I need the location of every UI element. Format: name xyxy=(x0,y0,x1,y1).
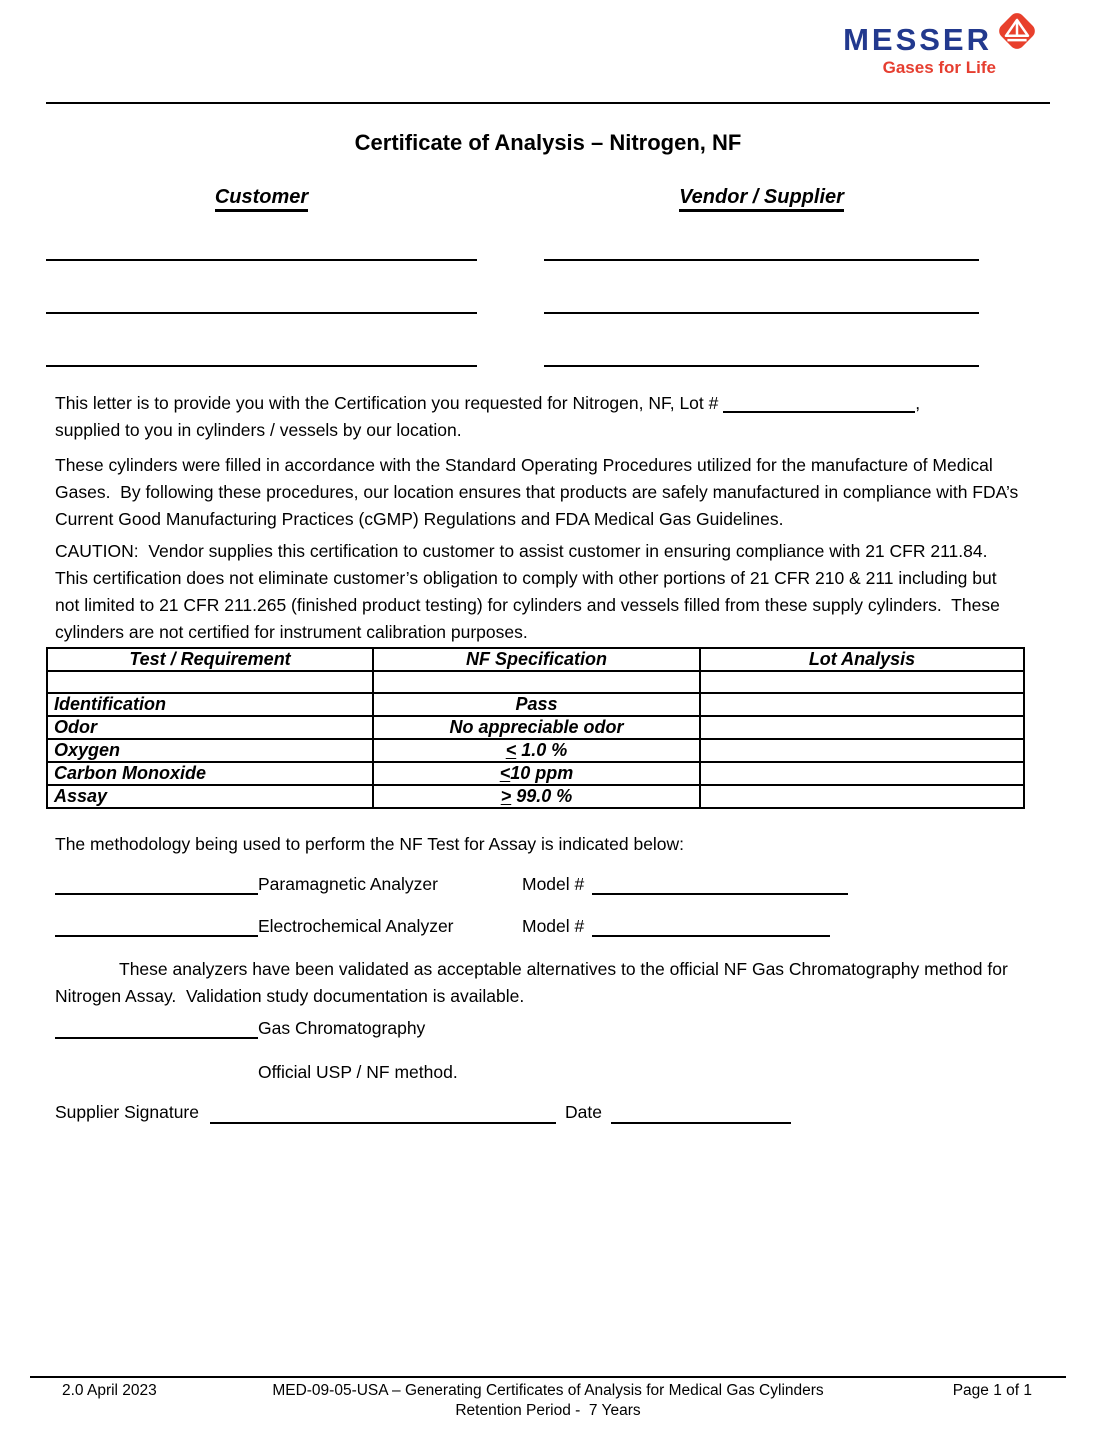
spec-operator: > xyxy=(500,786,512,806)
lot-analysis-cell xyxy=(700,693,1024,716)
sop-paragraph: These cylinders were filled in accordance with the Standard Operating Procedures utilized for the manufacture of Medical Gases. By following these procedures, our location ensures that products are safely manufactured in compliance with FDA’s Current Good Manufacturing Practices (cGMP) Regulations and FDA Medical Gas Guidelines. xyxy=(55,455,1019,529)
methodology-intro: The methodology being used to perform the NF Test for Assay is indicated below: xyxy=(55,834,685,854)
intro-comma: , xyxy=(915,393,921,413)
spec-cell xyxy=(373,716,700,739)
paramagnetic-checkbox-blank xyxy=(55,893,258,895)
spec-value: 1.0 % xyxy=(516,740,568,760)
messer-wordmark: MESSER xyxy=(843,22,992,57)
vendor-blank-line-2 xyxy=(544,312,979,314)
footer-document-info xyxy=(0,1381,1096,1421)
spec-cell xyxy=(373,739,700,762)
date-blank xyxy=(611,1122,791,1124)
test-cell: Identification xyxy=(47,693,373,716)
electrochemical-model-blank xyxy=(592,935,830,937)
table-row-carbon-monoxide xyxy=(47,762,1024,785)
electrochemical-model-label: Model # xyxy=(522,916,585,936)
messer-tagline: Gases for Life xyxy=(882,58,996,77)
paramagnetic-analyzer-label: Paramagnetic Analyzer xyxy=(258,874,438,894)
lot-analysis-cell xyxy=(700,716,1024,739)
spec-cell xyxy=(373,671,700,693)
supplier-signature-label: Supplier Signature xyxy=(55,1102,199,1122)
official-usp-nf-note: Official USP / NF method. xyxy=(258,1062,458,1082)
col-header-test-requirement: Test / Requirement xyxy=(47,648,373,671)
footer-doc-title: MED-09-05-USA – Generating Certificates of Analysis for Medical Gas Cylinders xyxy=(272,1382,824,1399)
lot-analysis-cell xyxy=(700,762,1024,785)
validation-note-paragraph: These analyzers have been validated as acceptable alternatives to the official NF Gas Chromatography method for Nitrogen Assay. Validation study documentation is available. xyxy=(55,959,1008,1006)
gas-chromatography-label: Gas Chromatography xyxy=(258,1018,426,1038)
spec-table xyxy=(46,647,1025,809)
test-cell: Oxygen xyxy=(47,739,373,762)
table-row-oxygen xyxy=(47,739,1024,762)
spec-value: 10 ppm xyxy=(510,763,574,783)
header-divider xyxy=(46,102,1050,104)
messer-emblem-icon xyxy=(994,8,1040,54)
table-row-spacer xyxy=(47,671,1024,693)
intro-paragraph xyxy=(55,390,1022,444)
messer-logo-row xyxy=(843,8,1040,55)
col-header-lot-analysis: Lot Analysis xyxy=(700,648,1024,671)
paramagnetic-model-blank xyxy=(592,893,848,895)
customer-blank-line-1 xyxy=(46,259,477,261)
table-row-assay xyxy=(47,785,1024,808)
supplier-signature-blank xyxy=(210,1122,556,1124)
customer-heading xyxy=(46,186,477,209)
spec-cell xyxy=(373,693,700,716)
customer-heading-label: Customer xyxy=(215,186,308,212)
customer-blank-line-2 xyxy=(46,312,477,314)
lot-number-blank xyxy=(723,397,915,413)
spec-operator: < xyxy=(499,763,511,783)
electrochemical-analyzer-label: Electrochemical Analyzer xyxy=(258,916,454,936)
lot-analysis-cell xyxy=(700,739,1024,762)
table-row-odor xyxy=(47,716,1024,739)
spec-cell xyxy=(373,762,700,785)
vendor-blank-line-3 xyxy=(544,365,979,367)
test-cell xyxy=(47,671,373,693)
vendor-supplier-heading-label: Vendor / Supplier xyxy=(679,186,844,212)
electrochemical-checkbox-blank xyxy=(55,935,258,937)
col-header-nf-specification: NF Specification xyxy=(373,648,700,671)
caution-paragraph: CAUTION: Vendor supplies this certification to customer to assist customer in ensuring compliance with 21 CFR 211.84. This certification does not eliminate customer’s obligation to comply with other portions of 21 CFR 210 & 211 including but not limited to 21 CFR 211.265 (finished product testing) for cylinders and vessels filled from these supply cylinders. These cylinders are not certified for instrument calibration purposes. xyxy=(55,541,1000,642)
date-label: Date xyxy=(565,1102,602,1122)
spec-operator: < xyxy=(505,740,517,760)
gas-chromatography-checkbox-blank xyxy=(55,1037,258,1039)
messer-logo xyxy=(843,8,1040,76)
lot-analysis-cell xyxy=(700,785,1024,808)
lot-analysis-cell xyxy=(700,671,1024,693)
test-cell: Assay xyxy=(47,785,373,808)
intro-text-line2: supplied to you in cylinders / vessels by our location. xyxy=(55,420,462,440)
intro-text-before-lot: This letter is to provide you with the Certification you requested for Nitrogen, NF, Lot # xyxy=(55,393,719,413)
customer-blank-line-3 xyxy=(46,365,477,367)
paramagnetic-model-label: Model # xyxy=(522,874,585,894)
spec-value: Pass xyxy=(515,694,558,714)
vendor-blank-line-1 xyxy=(544,259,979,261)
test-cell: Odor xyxy=(47,716,373,739)
test-cell: Carbon Monoxide xyxy=(47,762,373,785)
table-row-identification xyxy=(47,693,1024,716)
spec-value: 99.0 % xyxy=(511,786,573,806)
spec-table-header-row xyxy=(47,648,1024,671)
spec-cell xyxy=(373,785,700,808)
spec-value: No appreciable odor xyxy=(449,717,624,737)
vendor-supplier-heading xyxy=(544,186,979,209)
footer-retention-period: Retention Period - 7 Years xyxy=(455,1402,641,1419)
page-title: Certificate of Analysis – Nitrogen, NF xyxy=(354,130,742,155)
footer-page-number: Page 1 of 1 xyxy=(952,1382,1032,1399)
footer-version: 2.0 April 2023 xyxy=(62,1382,157,1399)
footer-divider xyxy=(30,1376,1066,1378)
